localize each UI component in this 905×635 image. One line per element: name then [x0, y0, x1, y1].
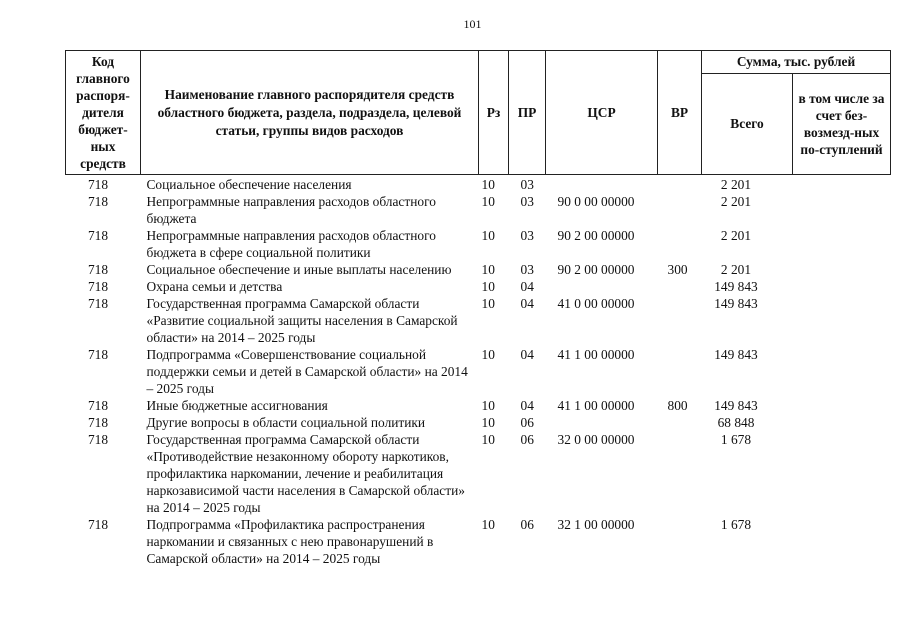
cell-rz: 10 [481, 262, 495, 277]
cell-rz: 10 [481, 432, 495, 447]
cell-free [793, 261, 891, 278]
cell-vr [658, 227, 702, 261]
cell-total: 1 678 [720, 432, 752, 447]
cell-csr [546, 175, 658, 194]
table-row [66, 397, 891, 414]
cell-csr [546, 278, 658, 295]
cell-total: 149 843 [714, 279, 758, 294]
cell-free [793, 431, 891, 516]
cell-pr: 04 [520, 279, 534, 294]
cell-rz: 10 [481, 296, 495, 311]
cell-name: Иные бюджетные ассигнования [146, 398, 328, 413]
cell-total: 68 848 [717, 415, 755, 430]
cell-vr [658, 193, 702, 227]
cell-vr [658, 516, 702, 567]
cell-csr: 90 2 00 00000 [557, 228, 635, 243]
cell-vr: 300 [667, 262, 688, 277]
page-number: 101 [463, 17, 482, 31]
cell-rz: 10 [481, 398, 495, 413]
cell-csr: 90 0 00 00000 [557, 194, 635, 209]
cell-vr: 800 [667, 398, 688, 413]
table-body [66, 175, 891, 568]
cell-free [793, 295, 891, 346]
table-row [66, 261, 891, 278]
cell-pr: 03 [520, 194, 534, 209]
table-row [66, 516, 891, 567]
cell-total: 2 201 [720, 194, 752, 209]
cell-total: 149 843 [714, 347, 758, 362]
cell-pr: 03 [520, 262, 534, 277]
cell-pr: 03 [520, 228, 534, 243]
table-row [66, 175, 891, 194]
cell-pr: 04 [520, 347, 534, 362]
header-csr: ЦСР [546, 51, 658, 175]
cell-total: 1 678 [720, 517, 752, 532]
cell-code: 718 [87, 279, 109, 294]
cell-vr [658, 414, 702, 431]
cell-free [793, 227, 891, 261]
cell-name: Подпрограмма «Профилактика распространения наркомании и связанных с нею правонарушений в Самарской области» на 2014 – 2025 годы [146, 517, 434, 566]
cell-rz: 10 [481, 517, 495, 532]
cell-pr: 06 [520, 415, 534, 430]
cell-vr [658, 278, 702, 295]
cell-code: 718 [87, 347, 109, 362]
cell-vr [658, 431, 702, 516]
cell-free [793, 516, 891, 567]
table-row [66, 346, 891, 397]
cell-name: Социальное обеспечение населения [146, 177, 352, 192]
cell-free [793, 346, 891, 397]
cell-pr: 06 [520, 517, 534, 532]
cell-code: 718 [87, 517, 109, 532]
header-rz: Рз [479, 51, 509, 175]
cell-total: 2 201 [720, 177, 752, 192]
cell-code: 718 [87, 262, 109, 277]
cell-pr: 04 [520, 398, 534, 413]
header-vr: ВР [658, 51, 702, 175]
cell-code: 718 [87, 432, 109, 447]
cell-free [793, 193, 891, 227]
cell-csr: 41 1 00 00000 [557, 398, 635, 413]
cell-vr [658, 295, 702, 346]
header-total: Всего [702, 73, 793, 174]
header-sum: Сумма, тыс. рублей [702, 51, 891, 74]
header-name: Наименование главного распорядителя средств областного бюджета, раздела, подраздела, целевой статьи, группы видов расходов [141, 51, 479, 175]
cell-code: 718 [87, 194, 109, 209]
budget-table [65, 50, 891, 567]
header-free: в том числе за счет без-возмезд-ных по-ступлений [793, 73, 891, 174]
cell-name: Подпрограмма «Совершенствование социальной поддержки семьи и детей в Самарской области» на 2014 – 2025 годы [146, 347, 468, 396]
cell-free [793, 278, 891, 295]
cell-name: Непрограммные направления расходов областного бюджета в сфере социальной политики [146, 228, 436, 260]
cell-csr: 32 1 00 00000 [557, 517, 635, 532]
cell-total: 149 843 [714, 296, 758, 311]
table-row [66, 278, 891, 295]
cell-free [793, 175, 891, 194]
header-pr: ПР [509, 51, 546, 175]
cell-code: 718 [87, 228, 109, 243]
cell-vr [658, 175, 702, 194]
cell-code: 718 [87, 398, 109, 413]
cell-rz: 10 [481, 347, 495, 362]
cell-total: 2 201 [720, 262, 752, 277]
cell-rz: 10 [481, 415, 495, 430]
cell-pr: 04 [520, 296, 534, 311]
header-code: Код главного распоря-дителя бюджет-ных средств [66, 51, 141, 175]
cell-rz: 10 [481, 228, 495, 243]
cell-name: Непрограммные направления расходов областного бюджета [146, 194, 436, 226]
cell-total: 2 201 [720, 228, 752, 243]
table-row [66, 193, 891, 227]
table-row [66, 414, 891, 431]
table-row [66, 431, 891, 516]
cell-rz: 10 [481, 177, 495, 192]
cell-csr: 41 1 00 00000 [557, 347, 635, 362]
cell-code: 718 [87, 415, 109, 430]
cell-pr: 06 [520, 432, 534, 447]
cell-code: 718 [87, 296, 109, 311]
cell-vr [658, 346, 702, 397]
table-row [66, 295, 891, 346]
cell-code: 718 [87, 177, 109, 192]
cell-free [793, 397, 891, 414]
cell-csr: 90 2 00 00000 [557, 262, 635, 277]
cell-name: Государственная программа Самарской области «Противодействие незаконному обороту наркотиков, профилактика наркомании, лечение и реабилитация наркозависимой части населения в Самарской области» на 2014 – 2025 годы [146, 432, 465, 515]
cell-name: Социальное обеспечение и иные выплаты населению [146, 262, 452, 277]
cell-pr: 03 [520, 177, 534, 192]
cell-total: 149 843 [714, 398, 758, 413]
cell-rz: 10 [481, 194, 495, 209]
cell-name: Государственная программа Самарской области «Развитие социальной защиты населения в Самарской области» на 2014 – 2025 годы [146, 296, 458, 345]
cell-name: Охрана семьи и детства [146, 279, 283, 294]
cell-csr: 41 0 00 00000 [557, 296, 635, 311]
cell-csr: 32 0 00 00000 [557, 432, 635, 447]
table-row [66, 227, 891, 261]
cell-free [793, 414, 891, 431]
cell-name: Другие вопросы в области социальной политики [146, 415, 426, 430]
cell-rz: 10 [481, 279, 495, 294]
cell-csr [546, 414, 658, 431]
